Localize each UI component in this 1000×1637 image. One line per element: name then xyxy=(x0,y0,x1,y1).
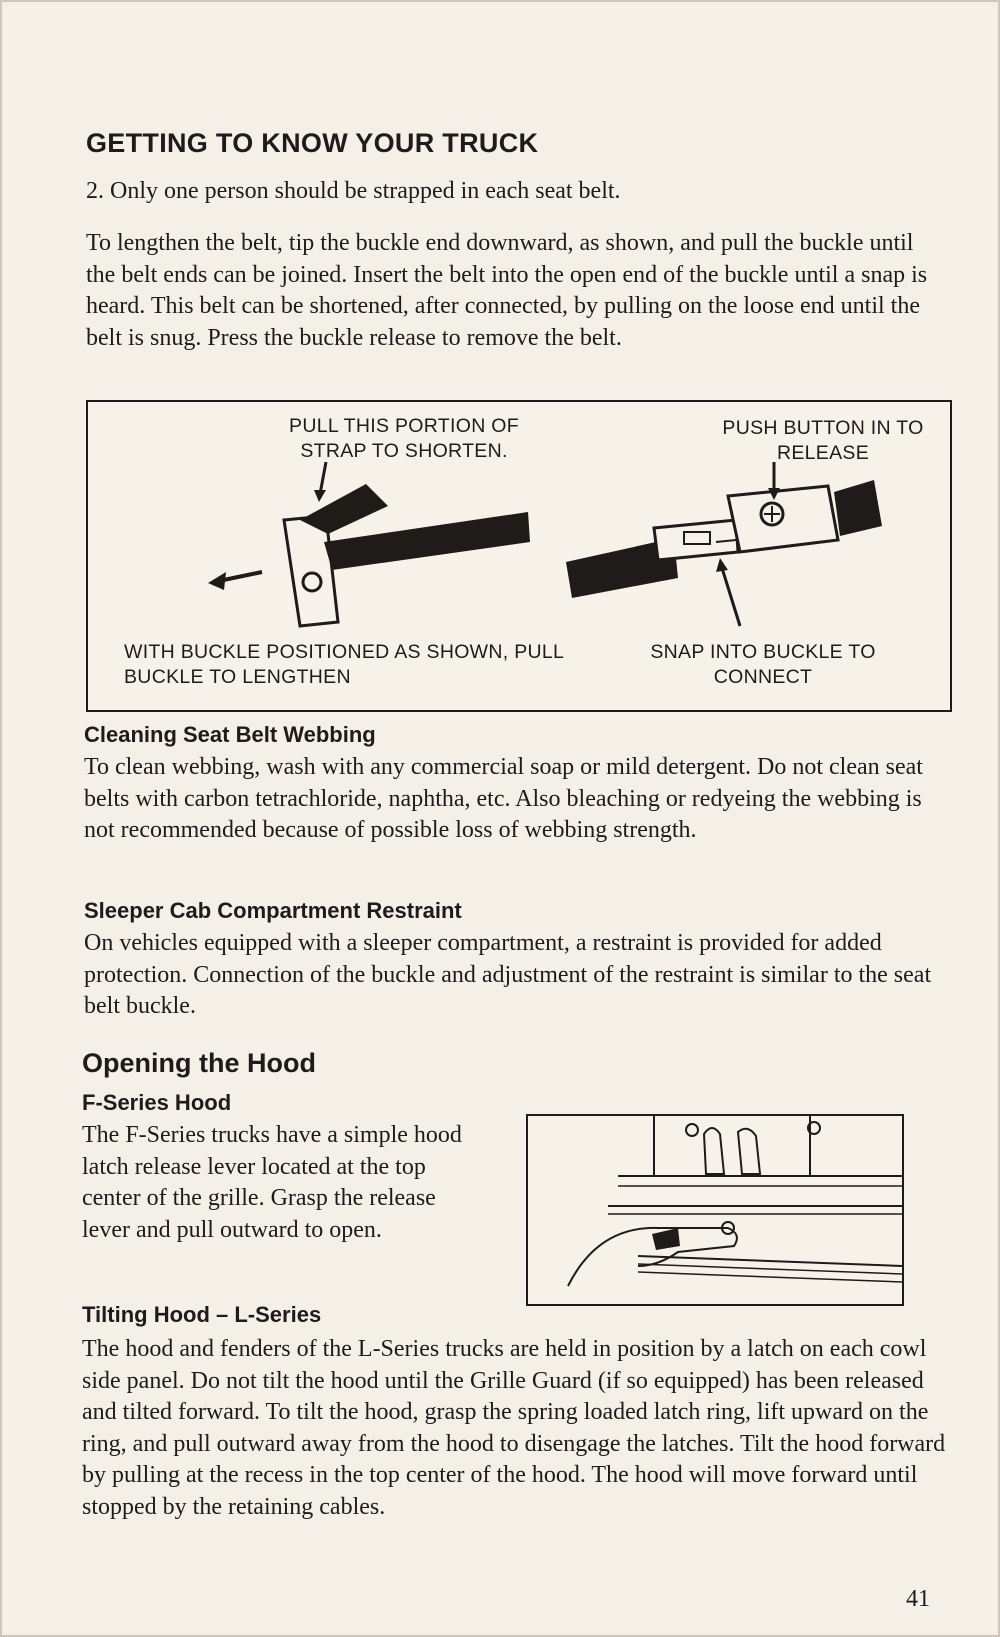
item-2-text: 2. Only one person should be strapped in each seat belt. xyxy=(86,178,621,204)
metal-tongue-shape xyxy=(654,520,738,560)
page-header: GETTING TO KNOW YOUR TRUCK xyxy=(86,128,539,158)
sleeper-heading: Sleeper Cab Compartment Restraint xyxy=(84,898,462,923)
seatbelt-figure xyxy=(86,400,952,712)
cleaning-text: To clean webbing, wash with any commercial soap or mild detergent. Do not clean seat belts with carbon tetrachloride, naphtha, etc. Also bleaching or redyeing the webbing is not recommended because of possible loss of webbing strength. xyxy=(84,754,923,843)
hood-latch-figure xyxy=(526,1114,904,1306)
hood-latch-illustration xyxy=(528,1116,902,1304)
pull-strap-arrow-line xyxy=(320,462,326,494)
seatbelt-illustration xyxy=(88,402,950,710)
buckle-strap-shape xyxy=(834,480,882,536)
opening-hood-title: Opening the Hood xyxy=(82,1048,316,1078)
sleeper-text: On vehicles equipped with a sleeper compartment, a restraint is provided for added protection. Connection of the buckle and adjustment of the restraint is similar to the seat belt buckle. xyxy=(84,930,932,1019)
release-lever-shape xyxy=(652,1228,680,1250)
upper-strap-shape xyxy=(300,484,388,534)
bolt-left-shape xyxy=(686,1124,698,1136)
latch-hook-shape xyxy=(704,1128,724,1174)
belt-instructions-paragraph: To lengthen the belt, tip the buckle end downward, as shown, and pull the buckle until the belt ends can be joined. Insert the belt into the open end of the buckle until a snap is heard. This belt can be shortened, after connected, by pulling on the loose end until the belt is snug. Press the buckle release to remove the belt. xyxy=(86,230,928,351)
caption-buckle-position: WITH BUCKLE POSITIONED AS SHOWN, PULL BUCKLE TO LENGTHEN xyxy=(124,641,564,688)
caption-push-button: PUSH BUTTON IN TO RELEASE xyxy=(722,417,924,464)
cleaning-heading: Cleaning Seat Belt Webbing xyxy=(84,722,376,747)
lengthen-arrow-head xyxy=(208,572,226,590)
caption-pull-strap: PULL THIS PORTION OF STRAP TO SHORTEN. xyxy=(289,415,519,462)
page-number: 41 xyxy=(906,1586,930,1612)
caption-snap-into: SNAP INTO BUCKLE TO CONNECT xyxy=(650,641,876,688)
grille-lower-line xyxy=(638,1256,902,1266)
pull-strap-arrow-head xyxy=(314,490,326,502)
fseries-text: The F-Series trucks have a simple hood latch release lever located at the top center of the grille. Grasp the release lever and pull outward to open. xyxy=(82,1122,462,1243)
fseries-heading: F-Series Hood xyxy=(82,1090,232,1115)
tilting-heading: Tilting Hood – L-Series xyxy=(82,1302,322,1327)
snap-arrow-head xyxy=(716,558,728,572)
snap-arrow-line xyxy=(722,568,740,626)
tilting-text: The hood and fenders of the L-Series trucks are held in position by a latch on each cowl side panel. Do not tilt the hood until the Grille Guard (if so equipped) has been released and tilted forward. To tilt the hood, grasp the spring loaded latch ring, lift upward on the ring, and pull outward away from the hood to disengage the latches. Tilt the hood forward by pulling at the recess in the top center of the hood. The hood will move forward until stopped by the retaining cables. xyxy=(82,1336,946,1520)
